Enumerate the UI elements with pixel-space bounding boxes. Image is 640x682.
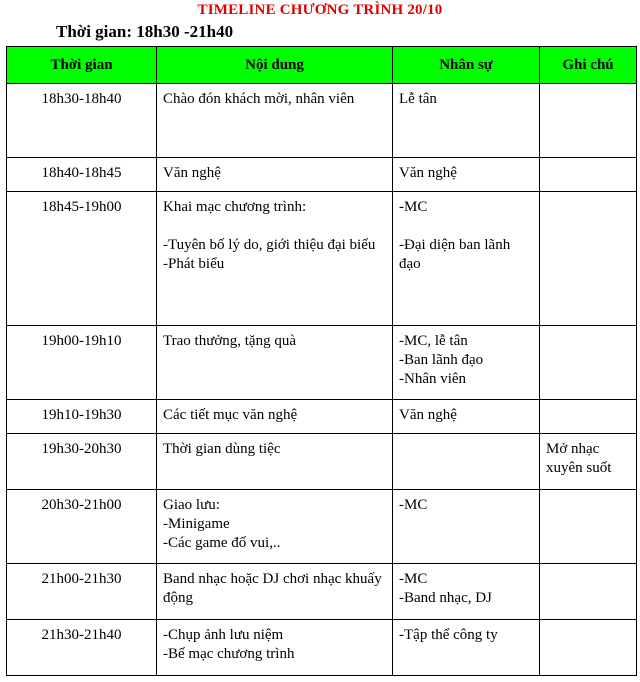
table-row <box>7 400 637 434</box>
note-cell <box>540 490 637 564</box>
table-header-row <box>7 47 637 84</box>
staff-cell <box>393 434 540 490</box>
content-cell <box>157 158 393 192</box>
content-cell-line <box>163 217 386 236</box>
time-cell: 19h10-19h30 <box>7 400 157 434</box>
content-cell <box>157 84 393 158</box>
staff-cell <box>393 620 540 676</box>
time-cell: 19h30-20h30 <box>7 434 157 490</box>
staff-cell <box>393 326 540 400</box>
content-cell-line: Giao lưu: <box>163 497 220 513</box>
staff-cell-line: Lễ tân <box>399 91 437 107</box>
content-cell-line: Các tiết mục văn nghệ <box>163 407 298 423</box>
staff-cell-line: Văn nghệ <box>399 165 457 181</box>
staff-cell-line: -Band nhạc, DJ <box>399 590 492 606</box>
content-cell-line: Văn nghệ <box>163 165 221 181</box>
staff-cell-line: -MC, lễ tân <box>399 333 468 349</box>
header-time: Thời gian <box>7 47 157 84</box>
note-cell <box>540 84 637 158</box>
content-cell-line: Thời gian dùng tiệc <box>163 441 281 457</box>
content-cell-line: -Bế mạc chương trình <box>163 646 295 662</box>
time-cell: 18h45-19h00 <box>7 192 157 326</box>
content-cell-line: -Tuyên bố lý do, giới thiệu đại biểu <box>163 237 376 253</box>
content-cell-line: Band nhạc hoặc DJ chơi nhạc khuấy động <box>163 571 382 606</box>
content-cell-line: Trao thưởng, tặng quà <box>163 333 297 349</box>
staff-cell-line: Văn nghệ <box>399 407 457 423</box>
header-note: Ghi chú <box>540 47 637 84</box>
staff-cell <box>393 84 540 158</box>
table-row <box>7 434 637 490</box>
table-row <box>7 158 637 192</box>
staff-cell-line: -Đại diện ban lãnh đạo <box>399 237 511 272</box>
table-row <box>7 620 637 676</box>
time-cell: 18h40-18h45 <box>7 158 157 192</box>
staff-cell-line: -MC <box>399 571 428 587</box>
content-cell-line: Chào đón khách mời, nhân viên <box>163 91 355 107</box>
content-cell <box>157 400 393 434</box>
staff-cell <box>393 158 540 192</box>
time-cell: 21h30-21h40 <box>7 620 157 676</box>
note-cell <box>540 620 637 676</box>
time-cell: 18h30-18h40 <box>7 84 157 158</box>
content-cell-line: -Các game đố vui,.. <box>163 535 281 551</box>
note-cell <box>540 434 637 490</box>
staff-cell <box>393 192 540 326</box>
staff-cell-line: -MC <box>399 497 428 513</box>
staff-cell <box>393 564 540 620</box>
staff-cell-line <box>399 217 533 236</box>
note-cell <box>540 192 637 326</box>
time-cell: 20h30-21h00 <box>7 490 157 564</box>
table-row <box>7 490 637 564</box>
staff-cell-line: -Tập thể công ty <box>399 627 498 643</box>
content-cell <box>157 326 393 400</box>
note-cell <box>540 400 637 434</box>
table-body <box>7 84 637 676</box>
content-cell <box>157 490 393 564</box>
staff-cell <box>393 490 540 564</box>
content-cell-line: -Minigame <box>163 516 230 532</box>
note-cell <box>540 158 637 192</box>
header-staff: Nhân sự <box>393 47 540 84</box>
note-cell <box>540 326 637 400</box>
staff-cell-line: -Ban lãnh đạo <box>399 352 484 368</box>
staff-cell-line: -Nhân viên <box>399 371 467 387</box>
content-cell <box>157 564 393 620</box>
document-title: TIMELINE CHƯƠNG TRÌNH 20/10 <box>197 2 443 18</box>
content-cell <box>157 620 393 676</box>
content-cell-line: -Chụp ảnh lưu niệm <box>163 627 284 643</box>
content-cell <box>157 434 393 490</box>
content-cell-line: Khai mạc chương trình: <box>163 199 307 215</box>
content-cell <box>157 192 393 326</box>
note-cell-line: Mở nhạc xuyên suốt <box>546 441 612 476</box>
time-range-subtitle: Thời gian: 18h30 -21h40 <box>56 22 234 41</box>
header-content: Nội dung <box>157 47 393 84</box>
time-cell: 19h00-19h10 <box>7 326 157 400</box>
table-row <box>7 564 637 620</box>
table-row <box>7 84 637 158</box>
time-cell: 21h00-21h30 <box>7 564 157 620</box>
table-row <box>7 192 637 326</box>
staff-cell <box>393 400 540 434</box>
staff-cell-line: -MC <box>399 199 428 215</box>
content-cell-line: -Phát biểu <box>163 256 225 272</box>
note-cell <box>540 564 637 620</box>
table-row <box>7 326 637 400</box>
timeline-table <box>6 46 637 676</box>
